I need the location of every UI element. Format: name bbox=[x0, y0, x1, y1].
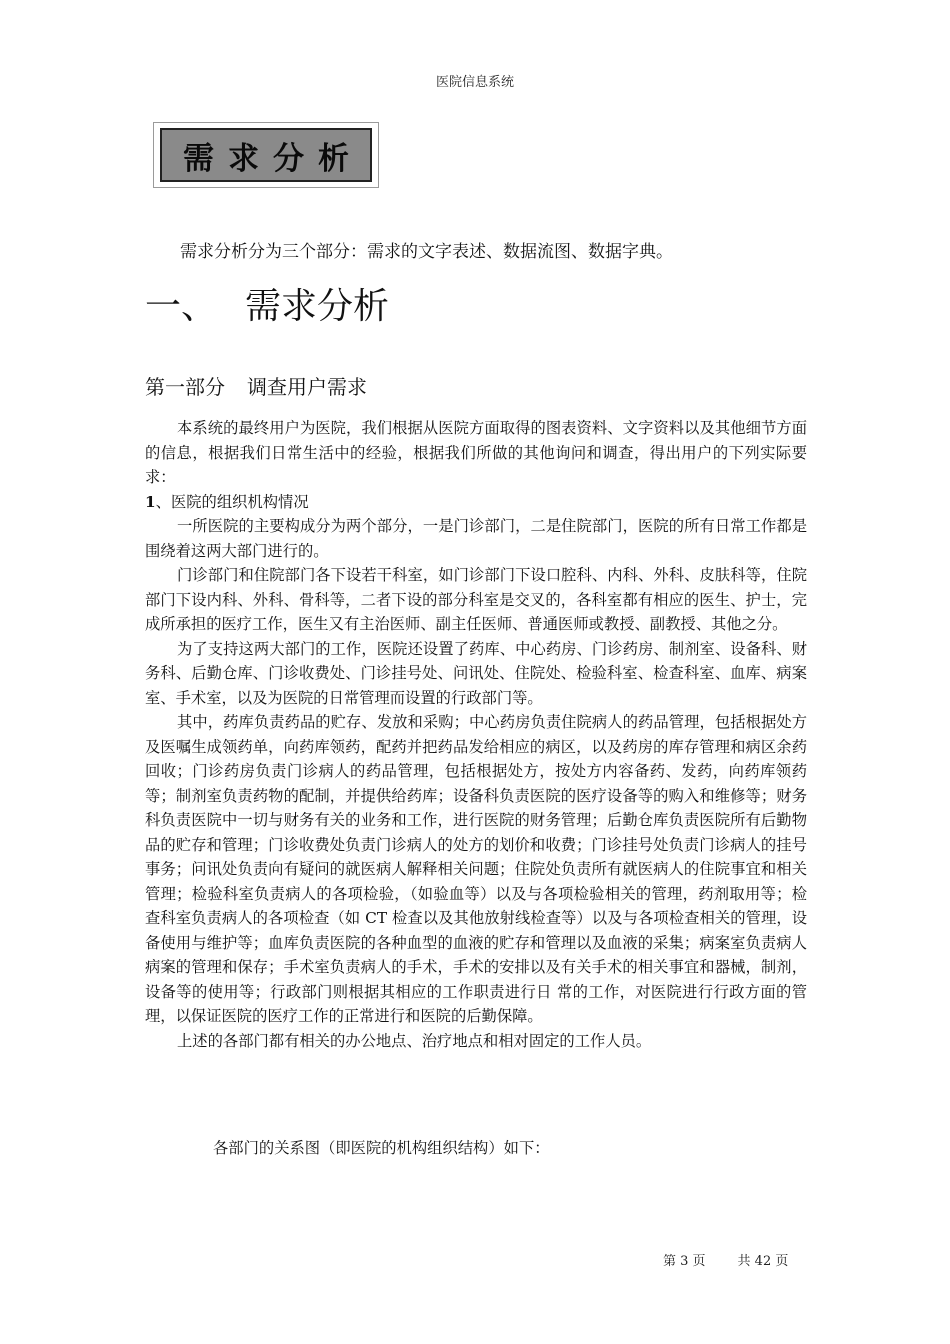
paragraph-responsibilities: 其中，药库负责药品的贮存、发放和采购；中心药房负责住院病人的药品管理，包括根据处方及医嘱生成领药单，向药库领药，配药并把药品发给相应的病区，以及药房的库存管理和病区余药回收；门诊药房负责门诊病人的药品管理，包括根据处方，按处方内容备药、发药，向药库领药等；制剂室负责药物的配制，并提供给药库；设备科负责医院的医疗设备等的购入和维修等；财务科负责医院中一切与财务有关的业务和工作，进行医院的财务管理；后勤仓库负责医院所有后勤物品的贮存和管理；门诊收费处负责门诊病人的处方的划价和收费；门诊挂号处负责门诊病人的挂号事务；问讯处负责向有疑问的就医病人解释相关问题；住院处负责所有就医病人的住院事宜和相关管理；检验科室负责病人的各项检验，（如验血等）以及与各项检验相关的管理，药剂取用等；检查科室负责病人的各项检查（如 CT 检查以及其他放射线检查等）以及与各项检查相关的管理，设备使用与维护等；血库负责医院的各种血型的血液的贮存和管理以及血液的采集；病案室负责病人病案的管理和保存；手术室负责病人的手术，手术的安排以及有关手术的相关事宜和器械，制剂，设备等的使用等；行政部门则根据其相应的工作职责进行日 常的工作，对医院进行行政方面的管理，以保证医院的医疗工作的正常进行和医院的后勤保障。 bbox=[145, 713, 807, 1025]
heading-level-1 bbox=[145, 278, 389, 329]
paragraph-intro: 本系统的最终用户为医院，我们根据从医院方面取得的图表资料、文字资料以及其他细节方面的信息，根据我们日常生活中的经验，根据我们所做的其他询问和调查，得出用户的下列实际要求： bbox=[145, 419, 807, 486]
section-title-banner bbox=[160, 128, 372, 182]
paragraph-departments: 门诊部门和住院部门各下设若干科室，如门诊部门下设口腔科、内科、外科、皮肤科等，住院部门下设内科、外科、骨科等，二者下设的部分科室是交叉的，各科室都有相应的医生、护士，完成所承担的医疗工作，医生又有主治医师、副主任医师、普通医师或教授、副教授、其他之分。 bbox=[145, 566, 807, 633]
paragraph-staff: 上述的各部门都有相关的办公地点、治疗地点和相对固定的工作人员。 bbox=[177, 1031, 652, 1050]
body-text bbox=[145, 416, 807, 1053]
section-number: 1 bbox=[145, 492, 156, 511]
heading-part: 第一部分 bbox=[145, 375, 225, 399]
section-title-label: 需求分析 bbox=[183, 140, 363, 177]
relation-caption: 各部门的关系图（即医院的机构组织结构）如下： bbox=[213, 1139, 550, 1157]
section-heading-org bbox=[145, 490, 807, 515]
heading-text: 需求分析 bbox=[245, 286, 390, 327]
page-number: 第 3 页 bbox=[663, 1254, 706, 1269]
heading-level-2 bbox=[145, 371, 367, 400]
heading-number: 一、 bbox=[145, 286, 218, 327]
intro-sentence: 需求分析分为三个部分：需求的文字表述、数据流图、数据字典。 bbox=[180, 242, 673, 262]
paragraph-composition: 一所医院的主要构成分为两个部分，一是门诊部门，二是住院部门，医院的所有日常工作都是围绕着这两大部门进行的。 bbox=[145, 517, 807, 560]
heading-part-title: 调查用户需求 bbox=[247, 375, 367, 399]
page-footer bbox=[663, 1250, 788, 1269]
paragraph-support: 为了支持这两大部门的工作，医院还设置了药库、中心药房、门诊药房、制剂室、设备科、财务科、后勤仓库、门诊收费处、门诊挂号处、问讯处、住院处、检验科室、检查科室、血库、病案室、手术室，以及为医院的日常管理而设置的行政部门等。 bbox=[145, 639, 807, 707]
page-header: 医院信息系统 bbox=[435, 75, 514, 90]
section-title: 、医院的组织机构情况 bbox=[155, 492, 309, 511]
section-title-box bbox=[153, 122, 379, 188]
page-total: 共 42 页 bbox=[737, 1254, 789, 1269]
